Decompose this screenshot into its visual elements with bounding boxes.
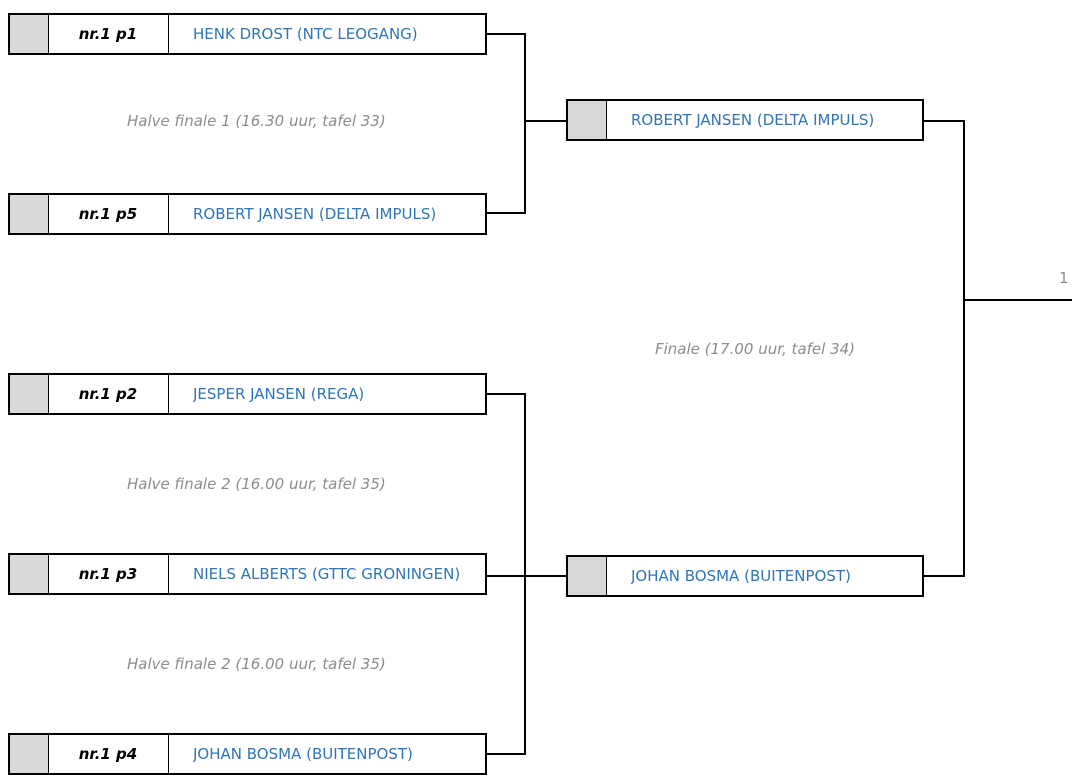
match-caption: Finale (17.00 uur, tafel 34) [655,340,856,358]
player-link[interactable]: ROBERT JANSEN (DELTA IMPULS) [631,111,875,129]
bracket-connector [524,33,526,214]
player-link[interactable]: JESPER JANSEN (REGA) [193,385,365,403]
bracket-connector [524,393,526,755]
final-entry-bottom [566,555,924,597]
player-link[interactable]: JOHAN BOSMA (BUITENPOST) [631,567,851,585]
match-caption: Halve finale 2 (16.00 uur, tafel 35) [127,655,386,673]
player-link[interactable]: JOHAN BOSMA (BUITENPOST) [193,745,413,763]
seed-label: nr.1 p1 [48,15,169,53]
bracket-connector [963,120,965,577]
bracket-connector [487,575,566,577]
bracket-connector [487,212,525,214]
bracket-connector [487,753,525,755]
bracket-connector [487,393,525,395]
bracket-entry-p3 [8,553,487,595]
bracket-connector [487,33,525,35]
match-caption: Halve finale 1 (16.30 uur, tafel 33) [127,112,386,130]
seed-label: nr.1 p3 [48,555,169,593]
player-link[interactable]: NIELS ALBERTS (GTTC GRONINGEN) [193,565,461,583]
score-box[interactable] [568,557,607,595]
bracket-connector [924,120,964,122]
seed-label: nr.1 p4 [48,735,169,773]
bracket-entry-p5 [8,193,487,235]
score-box[interactable] [10,735,49,773]
bracket-connector [924,575,964,577]
score-box[interactable] [568,101,607,139]
score-box[interactable] [10,375,49,413]
bracket-entry-p2 [8,373,487,415]
seed-label: nr.1 p2 [48,375,169,413]
player-link[interactable]: ROBERT JANSEN (DELTA IMPULS) [193,205,437,223]
bracket-connector [963,299,1072,301]
player-link[interactable]: HENK DROST (NTC LEOGANG) [193,25,418,43]
score-box[interactable] [10,555,49,593]
score-box[interactable] [10,195,49,233]
bracket-entry-p4 [8,733,487,775]
champion-place-label: 1 [1059,269,1069,287]
score-box[interactable] [10,15,49,53]
seed-label: nr.1 p5 [48,195,169,233]
final-entry-top [566,99,924,141]
bracket-connector [524,120,566,122]
match-caption: Halve finale 2 (16.00 uur, tafel 35) [127,475,386,493]
bracket-entry-p1 [8,13,487,55]
